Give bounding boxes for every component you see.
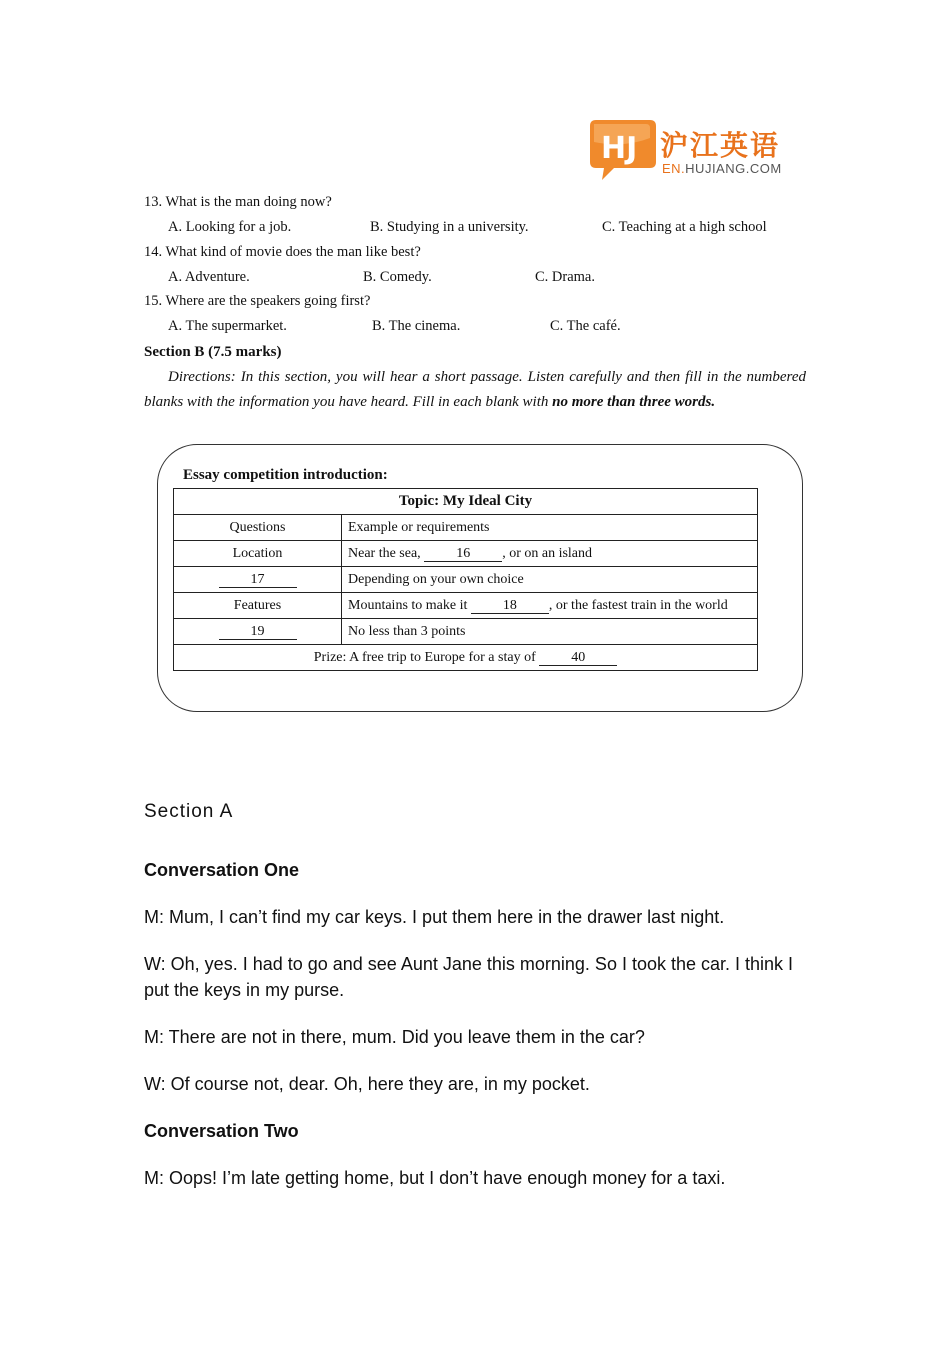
transcript-section-title: Section A xyxy=(144,801,234,822)
q15-option-c: C. The café. xyxy=(550,318,621,334)
question-number: 14. xyxy=(144,244,163,260)
table-row xyxy=(174,619,758,645)
conv1-line-2: W: Oh, yes. I had to go and see Aunt Jane this morning. So I took the car. I think I put the keys in my purse. xyxy=(144,954,794,1000)
table-row xyxy=(174,567,758,593)
directions-emphasis: no more than three words. xyxy=(552,393,716,410)
header-questions: Questions xyxy=(174,515,342,541)
question-number: 15. xyxy=(144,293,163,309)
conversation-one-title: Conversation One xyxy=(144,860,300,880)
row-label: Features xyxy=(174,593,342,619)
table-row xyxy=(174,541,758,567)
row-text: Mountains to make it xyxy=(348,597,471,613)
table-row xyxy=(174,593,758,619)
q13-option-c: C. Teaching at a high school xyxy=(602,219,767,235)
conversation-two-title: Conversation Two xyxy=(144,1121,299,1141)
header-examples: Example or requirements xyxy=(342,515,758,541)
row-label: Location xyxy=(174,541,342,567)
q14-option-a: A. Adventure. xyxy=(168,269,250,285)
question-number: 13. xyxy=(144,194,163,210)
blank-16: 16 xyxy=(424,546,502,562)
conv2-line-1: M: Oops! I’m late getting home, but I don’t have enough money for a taxi. xyxy=(144,1168,726,1188)
q14-option-b: B. Comedy. xyxy=(363,269,432,285)
logo-brand-text: 沪江英语 xyxy=(660,129,781,162)
question-13 xyxy=(144,194,332,211)
row-text: Near the sea, xyxy=(348,545,425,561)
hj-logo-icon xyxy=(584,118,662,182)
svg-text:HJ: HJ xyxy=(601,131,638,166)
logo-url-prefix: EN. xyxy=(662,161,686,176)
row-content xyxy=(342,593,758,619)
blank-19: 19 xyxy=(219,624,297,640)
q14-option-c: C. Drama. xyxy=(535,269,595,285)
question-15 xyxy=(144,293,370,310)
question-14 xyxy=(144,244,421,261)
conv1-line-3: M: There are not in there, mum. Did you leave them in the car? xyxy=(144,1027,645,1047)
row-content: Depending on your own choice xyxy=(342,567,758,593)
blank-18: 18 xyxy=(471,598,549,614)
prize-text: Prize: A free trip to Europe for a stay of xyxy=(313,649,540,665)
row-label xyxy=(174,567,342,593)
section-b-directions xyxy=(144,365,806,414)
essay-title: Essay competition introduction: xyxy=(183,467,388,483)
row-content xyxy=(342,541,758,567)
directions-text: Directions: In this section, you will hear a short passage. Listen carefully and then fill in the numbered blanks with the information you have heard. Fill in each blank with xyxy=(144,369,806,410)
question-text: Where are the speakers going first? xyxy=(165,293,371,309)
q15-option-a: A. The supermarket. xyxy=(168,318,287,334)
conv1-line-1: M: Mum, I can’t find my car keys. I put them here in the drawer last night. xyxy=(144,907,725,927)
row-content: No less than 3 points xyxy=(342,619,758,645)
table-row xyxy=(174,515,758,541)
row-text: , or the fastest train in the world xyxy=(548,597,728,613)
q13-option-a: A. Looking for a job. xyxy=(168,219,292,235)
table-row xyxy=(174,645,758,671)
section-b-title: Section B (7.5 marks) xyxy=(144,344,282,360)
row-label xyxy=(174,619,342,645)
conv1-line-4: W: Of course not, dear. Oh, here they are, in my pocket. xyxy=(144,1074,590,1094)
logo-url xyxy=(662,161,782,176)
blank-40: 40 xyxy=(539,650,617,666)
question-text: What kind of movie does the man like best? xyxy=(165,244,421,260)
q13-option-b: B. Studying in a university. xyxy=(370,219,529,235)
prize-cell xyxy=(174,645,758,671)
q15-option-b: B. The cinema. xyxy=(372,318,461,334)
table-row xyxy=(174,489,758,515)
topic-cell: Topic: My Ideal City xyxy=(174,489,758,515)
essay-table xyxy=(173,488,758,671)
question-text: What is the man doing now? xyxy=(165,194,332,210)
row-text: , or on an island xyxy=(502,545,593,561)
logo-url-domain: HUJIANG.COM xyxy=(685,161,782,176)
blank-17: 17 xyxy=(219,572,297,588)
